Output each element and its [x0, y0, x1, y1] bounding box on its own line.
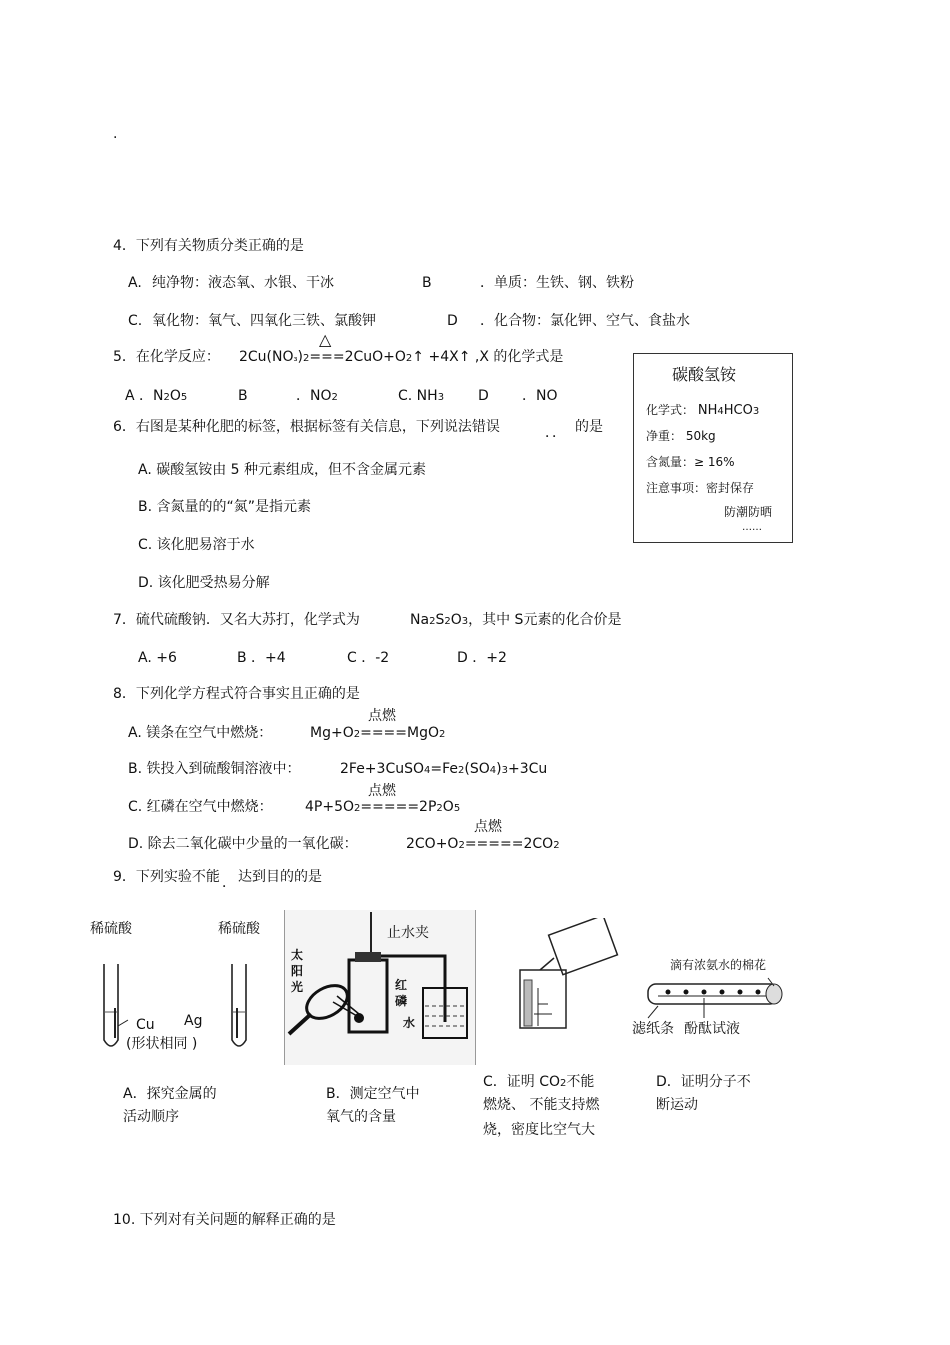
- q5-option-b: ．NO2: [296, 388, 338, 404]
- q6-stem: 6．右图是某种化肥的标签，根据标签有关信息，下列说法错误: [113, 419, 500, 435]
- q8-c-condition: 点燃: [368, 783, 396, 799]
- q5-option-c: C. NH3: [398, 388, 445, 404]
- q7-option-a: A. +6: [138, 650, 177, 666]
- figure-b-sun-label-3: 光: [291, 980, 304, 994]
- figure-c-caption-1: C．证明 CO2不能: [483, 1074, 595, 1090]
- figure-a-same-shape: (形状相同 ): [126, 1036, 198, 1052]
- fertilizer-formula: 化学式： NH4HCO3: [646, 403, 760, 418]
- figure-d-phenol-label: 酚酞试液: [684, 1021, 740, 1037]
- figure-b-sun-label-2: 阳: [291, 964, 304, 978]
- q8-option-c-equation: 4P+5O2=====2P2O5: [305, 799, 461, 815]
- figure-b-apparatus-drawing: [285, 910, 475, 1065]
- q8-option-b-equation: 2Fe+3CuSO4=Fe2(SO4)3+3Cu: [340, 761, 548, 777]
- figure-d-caption-2: 断运动: [656, 1097, 698, 1113]
- q8-a-condition: 点燃: [368, 708, 396, 724]
- q5-option-d-letter: D: [478, 388, 489, 404]
- fertilizer-note-2: 防潮防晒: [724, 505, 773, 519]
- figure-a-acid-label-2: 稀硫酸: [218, 921, 260, 937]
- figure-b-caption-2: 氧气的含量: [326, 1109, 396, 1125]
- q5-option-d: ．NO: [522, 388, 558, 404]
- q4-option-a-letter: A.: [128, 275, 142, 291]
- q5-stem: 5．在化学反应：: [113, 349, 220, 365]
- q8-stem: 8．下列化学方程式符合事实且正确的是: [113, 686, 360, 702]
- q10-stem: 10. 下列对有关问题的解释正确的是: [113, 1212, 336, 1228]
- q8-option-d: D. 除去二氧化碳中少量的一氧化碳：: [128, 836, 358, 852]
- q8-option-b: B. 铁投入到硫酸铜溶液中：: [128, 761, 301, 777]
- q6-option-d: D. 该化肥受热易分解: [138, 575, 270, 591]
- figure-c-co2-pouring: [508, 918, 628, 1033]
- figure-b-caption-1: B．测定空气中: [326, 1086, 420, 1102]
- figure-a-caption-2: 活动顺序: [123, 1109, 179, 1125]
- q6-option-c: C. 该化肥易溶于水: [138, 537, 255, 553]
- q7-option-d: D ．+2: [457, 650, 507, 666]
- figure-a-caption-1: A．探究金属的: [123, 1086, 217, 1102]
- figure-b-water-label: 水: [403, 1016, 416, 1030]
- q7-option-b: B ．+4: [237, 650, 286, 666]
- q8-d-condition: 点燃: [474, 819, 502, 835]
- q4-option-c-letter: C.: [128, 313, 143, 329]
- q8-option-a-equation: Mg+O2====MgO2: [310, 725, 446, 741]
- q8-option-c: C. 红磷在空气中燃烧：: [128, 799, 273, 815]
- figure-b-clip-label: 止水夹: [387, 925, 429, 941]
- figure-c-caption-2: 燃烧、 不能支持燃: [483, 1097, 600, 1113]
- figure-a-ag-label: Ag: [184, 1013, 203, 1029]
- q5-option-b-letter: B: [238, 388, 248, 404]
- q4-option-b-letter: B: [422, 275, 432, 291]
- fertilizer-weight: 净重： 50kg: [646, 429, 716, 443]
- q4-option-d-letter: D: [447, 313, 458, 329]
- q6-option-a: A. 碳酸氢铵由 5 种元素组成，但不含金属元素: [138, 462, 427, 478]
- header-dot: .: [113, 126, 118, 142]
- figure-b-phosphorus-label-1: 红: [395, 978, 408, 992]
- q4-stem: 4．下列有关物质分类正确的是: [113, 238, 304, 254]
- figure-a-cu-label: Cu: [136, 1017, 155, 1033]
- q9-emphasis-dot: ．: [222, 875, 236, 891]
- q8-option-d-equation: 2CO+O2=====2CO2: [406, 836, 560, 852]
- q4-option-a: 纯净物：液态氧、水银、干冰: [152, 275, 334, 291]
- q7-formula: Na2S2O3，其中 S元素的化合价是: [410, 612, 622, 628]
- q5-option-a: A ．N2O5: [125, 388, 188, 404]
- q6-stem-tail: 的是: [575, 419, 603, 435]
- fertilizer-label-title: 碳酸氢铵: [672, 365, 737, 384]
- q9-stem-tail: 达到目的的是: [238, 869, 322, 885]
- q5-heat-triangle: △: [319, 330, 332, 349]
- figure-b-oxygen-apparatus: [284, 910, 476, 1065]
- q9-stem: 9．下列实验不能: [113, 869, 220, 885]
- figure-d-paper-label: 滤纸条: [632, 1021, 674, 1037]
- q7-stem: 7．硫代硫酸钠．又名大苏打，化学式为: [113, 612, 360, 628]
- q6-option-b: B. 含氮量的的“氮”是指元素: [138, 499, 312, 515]
- figure-d-caption-1: D．证明分子不: [656, 1074, 751, 1090]
- q8-option-a: A. 镁条在空气中燃烧：: [128, 725, 273, 741]
- q7-option-c: C ．-2: [347, 650, 390, 666]
- figure-d-cotton-label: 滴有浓氨水的棉花: [670, 958, 767, 972]
- figure-d-ammonia-tube: [628, 948, 808, 1043]
- fertilizer-note: 注意事项：密封保存: [646, 481, 755, 495]
- q4-option-c: 氧化物：氧气、四氧化三铁、氯酸钾: [152, 313, 376, 329]
- fertilizer-label: [633, 353, 793, 543]
- fertilizer-ellipsis: ……: [742, 522, 762, 533]
- figure-b-sun-label-1: 太: [291, 948, 304, 962]
- figure-a-acid-label-1: 稀硫酸: [90, 921, 132, 937]
- figure-a-metal-activity: [88, 912, 278, 1062]
- q5-equation: 2Cu(NO₃)2===2CuO+O2↑ +4X↑ ,X 的化学式是: [239, 349, 564, 365]
- figure-c-pouring-drawing: [508, 918, 628, 1033]
- figure-b-phosphorus-label-2: 磷: [395, 994, 408, 1008]
- q6-emphasis-dots: ．．: [545, 425, 566, 441]
- figure-c-caption-3: 烧，密度比空气大: [483, 1122, 595, 1138]
- fertilizer-nitrogen: 含氮量：≥ 16%: [646, 455, 735, 469]
- q4-option-b: ．单质：生铁、钢、铁粉: [480, 275, 634, 291]
- q4-option-d: ．化合物：氯化钾、空气、食盐水: [480, 313, 690, 329]
